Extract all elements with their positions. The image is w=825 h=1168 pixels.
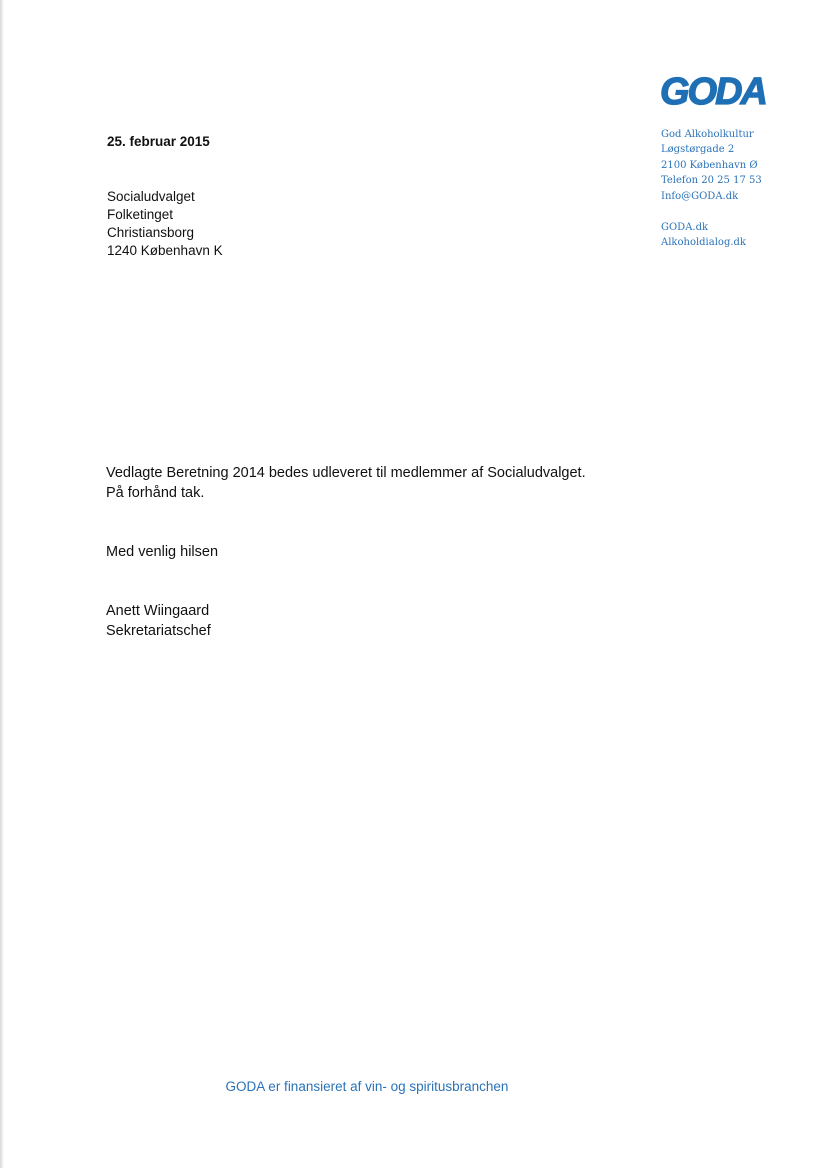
body-paragraph: Vedlagte Beretning 2014 bedes udleveret til medlemmer af Socialudvalget. — [106, 465, 586, 481]
goda-logo-text: GODA — [660, 71, 766, 110]
recipient-address — [107, 188, 223, 260]
sender-line: 2100 København Ø — [661, 159, 758, 171]
letter-closing: Med venlig hilsen — [106, 544, 219, 560]
recipient-line: Socialudvalget — [107, 189, 195, 204]
page-edge — [0, 0, 4, 1168]
recipient-line: Folketinget — [107, 207, 174, 222]
spacer — [661, 204, 762, 220]
recipient-line: Christiansborg — [107, 225, 195, 240]
signer-name: Anett Wiingaard — [106, 603, 210, 619]
sender-website-link[interactable]: GODA.dk — [661, 222, 709, 234]
letter-date: 25. februar 2015 — [107, 134, 210, 149]
letter-body — [106, 463, 586, 503]
sender-line: God Alkoholkultur — [661, 129, 754, 140]
signature-block — [106, 601, 211, 641]
sender-phone: Telefon 20 25 17 53 — [661, 175, 762, 187]
sender-website-link[interactable]: Alkoholdialog.dk — [661, 237, 746, 249]
sender-address — [661, 127, 762, 251]
goda-logo — [659, 70, 767, 110]
recipient-line: 1240 København K — [107, 243, 223, 258]
signer-title: Sekretariatschef — [106, 623, 211, 639]
sender-email[interactable]: Info@GODA.dk — [661, 190, 739, 202]
sender-line: Løgstørgade 2 — [661, 144, 735, 156]
body-paragraph: På forhånd tak. — [106, 485, 205, 501]
footer-note: GODA er finansieret af vin- og spiritusbranchen — [225, 1079, 509, 1094]
